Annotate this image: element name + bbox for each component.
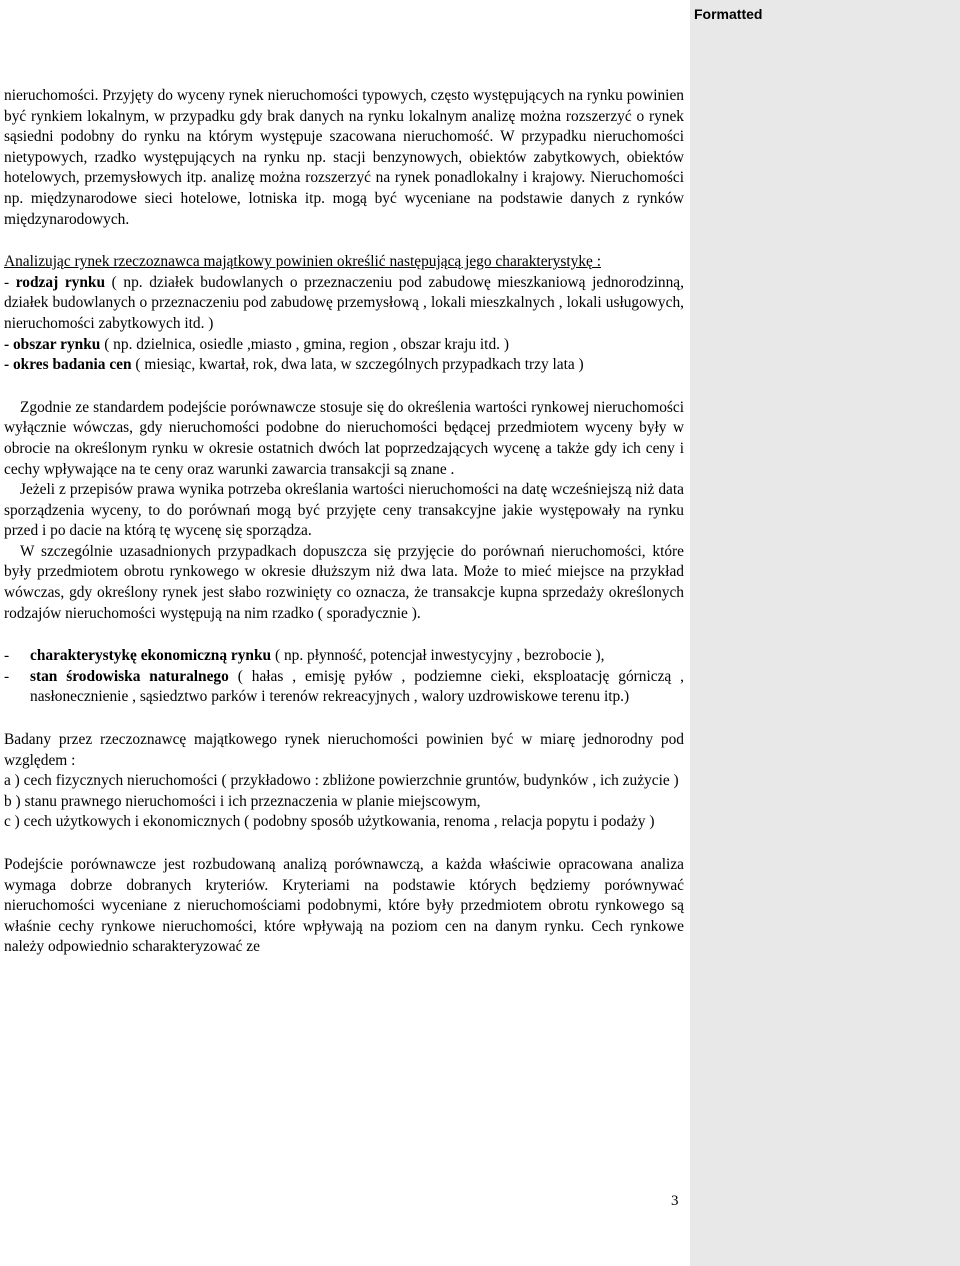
comment-sidebar: [690, 0, 960, 1266]
paragraph-earlier-date: Jeżeli z przepisów prawa wynika potrzeba określania wartości nieruchomości na datę wcześniejszą niż data sporządzenia wyceny, to do porównań mogą być przyjęte ceny transakcyjne jakie występowały na rynku przed i po dacie na którą tę wycenę się sporządza.: [4, 481, 684, 540]
paragraph-market-intro: nieruchomości. Przyjęty do wyceny rynek nieruchomości typowych, często występujących na rynku powinien być rynkiem lokalnym, w przypadku gdy brak danych na rynku lokalnym analizę można rozszerzyć o rynek sąsiedni podobny do rynku na którym występuje szacowana nieruchomość. W przypadku nieruchomości nietypowych, rzadko występujących na rynku np. stacji benzynowych, obiektów zabytkowych, obiektów hotelowych, przemysłowych itp. analizę można rozszerzyć na rynek ponadlokalny i krajowy. Nieruchomości np. międzynarodowe sieci hotelowe, lotniska itp. mogą być wyceniane na podstawie danych z rynków międzynarodowych.: [4, 87, 684, 228]
item-market-area: - obszar rynku ( np. dzielnica, osiedle ,miasto , gmina, region , obszar kraju itd. ): [4, 335, 509, 353]
bullet-economic-characteristics: - charakterystykę ekonomiczną rynku ( np. płynność, potencjał inwestycyjny , bezrobocie ),: [4, 647, 605, 665]
paragraph-analysis-heading: Analizując rynek rzeczoznawca majątkowy powinien określić następującą jego charakterystykę :: [4, 253, 601, 271]
criterion-usage-economic: c ) cech użytkowych i ekonomicznych ( podobny sposób użytkowania, renoma , relacja popytu i podaży ): [4, 813, 655, 831]
economic-characteristics-label: charakterystykę ekonomiczną rynku: [30, 647, 272, 665]
item-market-type: - rodzaj rynku ( np. działek budowlanych o przeznaczeniu pod zabudowę mieszkaniową jednorodzinną, działek budowlanych o przeznaczeniu pod zabudowę przemysłową , lokali mieszkalnych , lokali usługowych, nieruchomości zabytkowych itd. ): [4, 273, 684, 332]
price-period-label: - okres badania cen: [4, 356, 132, 374]
formatted-label: Formatted: [694, 6, 763, 22]
paragraph-comparative-approach: Podejście porównawcze jest rozbudowaną analizą porównawczą, a każda właściwie opracowana analiza wymaga dobrze dobranych kryteriów. Kryteriami na podstawie których będziemy porównywać nieruchomości wyceniane z nieruchomościami podobnymi, które były przedmiotem obrotu rynkowego są właśnie cechy rynkowe nieruchomości, które wpływają na poziom cen na danym rynku. Cech rynkowe należy odpowiednio scharakteryzować ze: [4, 856, 684, 956]
paragraph-comparative-standard: Zgodnie ze standardem podejście porównawcze stosuje się do określenia wartości rynkowej nieruchomości wyłącznie wówczas, gdy nieruchomości podobne do nieruchomości będącej przedmiotem wyceny były w obrocie na określonym rynku w okresie ostatnich dwóch lat poprzedzających wycenę a także gdy ich ceny i cechy wpływające na te ceny oraz warunki zawarcia transakcji są znane .: [4, 398, 684, 478]
market-type-label: rodzaj rynku: [15, 273, 106, 291]
criterion-physical: a ) cech fizycznych nieruchomości ( przykładowo : zbliżone powierzchnie gruntów, budynków , ich zużycie ): [4, 772, 679, 790]
criterion-legal: b ) stanu prawnego nieruchomości i ich przeznaczenia w planie miejscowym,: [4, 792, 481, 810]
item-price-period: - okres badania cen ( miesiąc, kwartał, rok, dwa lata, w szczególnych przypadkach trzy lata ): [4, 356, 584, 374]
environment-state-label: stan środowiska naturalnego: [30, 667, 229, 685]
bullet-environment-state: - stan środowiska naturalnego ( hałas , emisję pyłów , podziemne cieki, eksploatację górniczą , nasłonecznienie , sąsiedztwo parków i terenów rekreacyjnych , walory uzdrowiskowe terenu itp.): [4, 667, 684, 706]
paragraph-justified-cases: W szczególnie uzasadnionych przypadkach dopuszcza się przyjęcie do porównań nieruchomości, które były przedmiotem obrotu rynkowego w okresie dłuższym niż dwa lata. Może to mieć miejsce na przykład wówczas, gdy określony rynek jest słabo rozwinięty co oznacza, że transakcje kupna sprzedaży określonych rodzajów nieruchomości występują na nim rzadko ( sporadycznie ).: [4, 542, 684, 622]
page-number: 3: [671, 1193, 679, 1209]
document-body: [4, 86, 684, 958]
paragraph-homogeneous-market: Badany przez rzeczoznawcę majątkowego rynek nieruchomości powinien być w miarę jednorodny pod względem :: [4, 731, 684, 769]
market-area-label: - obszar rynku: [4, 335, 101, 353]
